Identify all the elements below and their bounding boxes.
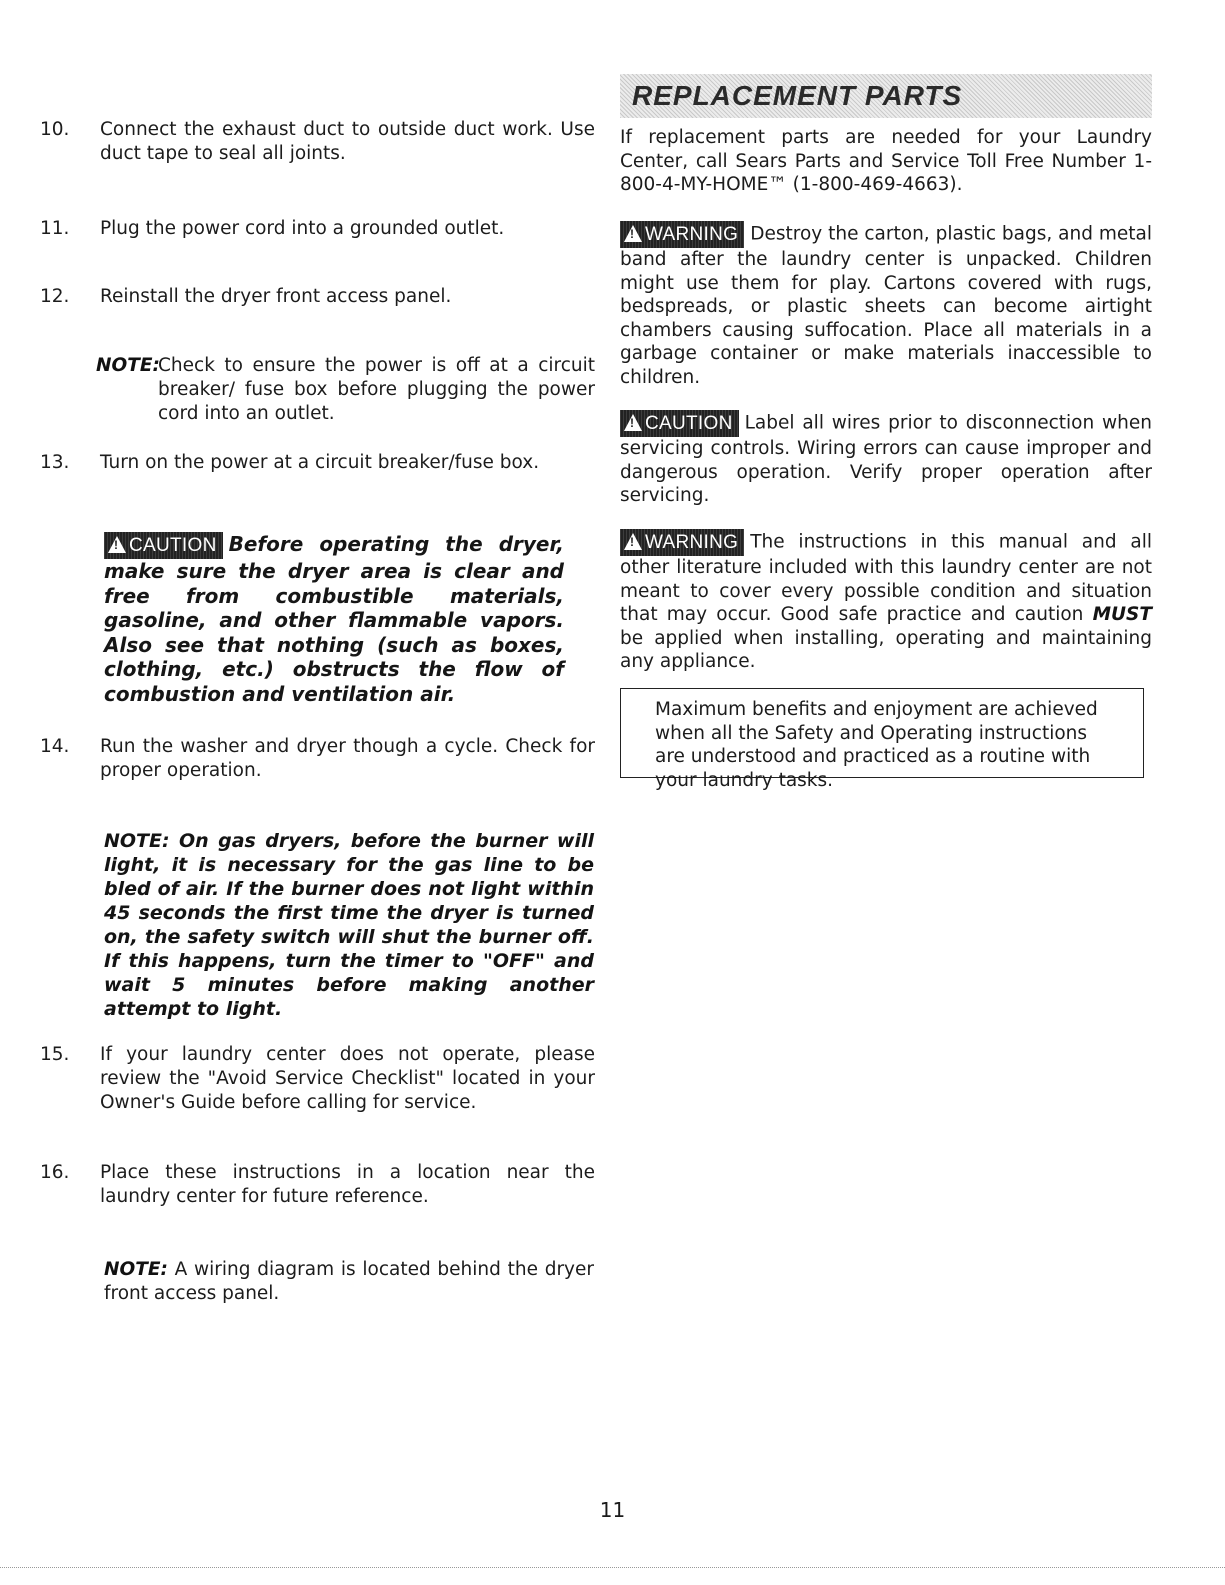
page-number: 11 <box>599 1498 626 1522</box>
warning-badge <box>620 221 744 248</box>
step-16 <box>40 1161 595 1209</box>
boxed-note <box>620 688 1144 791</box>
warning-text-after: be applied when installing, operating and maintaining any appliance. <box>620 627 1152 672</box>
step-15 <box>40 1043 595 1115</box>
badge-label: CAUTION <box>645 413 733 434</box>
step-text: Turn on the power at a circuit breaker/fuse box. <box>100 452 540 473</box>
note-label: NOTE: <box>96 355 160 376</box>
step-number: 13. <box>40 452 70 473</box>
note-wiring-diagram <box>104 1258 594 1306</box>
section-title: REPLACEMENT PARTS <box>632 80 963 111</box>
step-text: Reinstall the dryer front access panel. <box>100 286 452 307</box>
intro-text: If replacement parts are needed for your Laundry Center, call Sears Parts and Service Toll Free Number 1-800-4-MY-HOME™ (1-800-469-4663). <box>620 127 1152 195</box>
badge-label: WARNING <box>645 532 739 553</box>
step-13 <box>40 451 595 475</box>
warning-triangle-icon <box>108 536 126 553</box>
caution-text: Before operating the dryer, make sure the dryer area is clear and free from combustible materials, gasoline, and other flammable vapors. Also see that nothing (such as boxes, clothing, etc.) obstructs the flow of combustion and ventilation air. <box>104 532 564 706</box>
caution-label-wires <box>620 410 1152 508</box>
caution-badge <box>104 532 223 559</box>
note-label: NOTE: <box>104 1259 168 1280</box>
step-text: Connect the exhaust duct to outside duct work. Use duct tape to seal all joints. <box>100 119 595 164</box>
step-number: 16. <box>40 1162 70 1183</box>
warning-emphasis: MUST <box>1092 604 1152 625</box>
warning-instructions <box>620 529 1152 674</box>
step-number: 14. <box>40 736 70 757</box>
step-number: 10. <box>40 119 70 140</box>
replacement-parts-intro <box>620 126 1152 197</box>
warning-triangle-icon <box>624 533 642 550</box>
step-text: Place these instructions in a location near the laundry center for future reference. <box>100 1162 595 1207</box>
note-text: NOTE: On gas dryers, before the burner will light, it is necessary for the gas line to be bled of air. If the burner does not light within 45 seconds the first time the dryer is turned on, the safety switch will shut the burner off. If this happens, turn the timer to "OFF" and wait 5 minutes before making another attempt to light. <box>104 830 594 1020</box>
caution-badge <box>620 410 739 437</box>
badge-label: CAUTION <box>129 535 217 556</box>
step-14 <box>40 735 595 783</box>
step-number: 15. <box>40 1044 70 1065</box>
step-11 <box>40 217 595 241</box>
warning-triangle-icon <box>624 225 642 242</box>
warning-destroy-carton <box>620 221 1152 389</box>
note-text: A wiring diagram is located behind the dryer front access panel. <box>104 1259 594 1304</box>
step-number: 12. <box>40 286 70 307</box>
warning-badge <box>620 529 744 556</box>
step-12 <box>40 285 595 309</box>
step-text: Run the washer and dryer though a cycle. Check for proper operation. <box>100 736 595 781</box>
warning-text: The instructions in this manual and all other literature included with this laundry center are not meant to cover every possible condition and situation that may occur. Good safe practice and caution <box>620 531 1152 625</box>
note-text: Check to ensure the power is off at a circuit breaker/ fuse box before plugging the power cord into an outlet. <box>158 355 595 424</box>
step-10 <box>40 118 595 166</box>
note-power-off <box>96 354 595 426</box>
note-gas-dryers <box>104 829 594 1021</box>
badge-label: WARNING <box>645 224 739 245</box>
step-text: Plug the power cord into a grounded outlet. <box>100 218 505 239</box>
caution-before-operating <box>104 532 564 706</box>
caution-text: Label all wires prior to disconnection when servicing controls. Wiring errors can cause improper and dangerous operation. Verify proper operation after servicing. <box>620 412 1152 506</box>
warning-text: Destroy the carton, plastic bags, and metal band after the laundry center is unpacked. Children might use them for play. Cartons covered with rugs, bedspreads, or plastic sheets can become airtight chambers causing suffocation. Place all materials in a garbage container or make materials inaccessible to children. <box>620 223 1152 388</box>
bottom-rule <box>0 1567 1225 1568</box>
step-text: If your laundry center does not operate, please review the "Avoid Service Checklist" located in your Owner's Guide before calling for service. <box>100 1044 595 1113</box>
boxed-note-text: Maximum benefits and enjoyment are achieved when all the Safety and Operating instructions are understood and practiced as a routine with your laundry tasks. <box>655 699 1098 791</box>
warning-triangle-icon <box>624 414 642 431</box>
step-number: 11. <box>40 218 70 239</box>
section-header-bar <box>620 74 1152 118</box>
